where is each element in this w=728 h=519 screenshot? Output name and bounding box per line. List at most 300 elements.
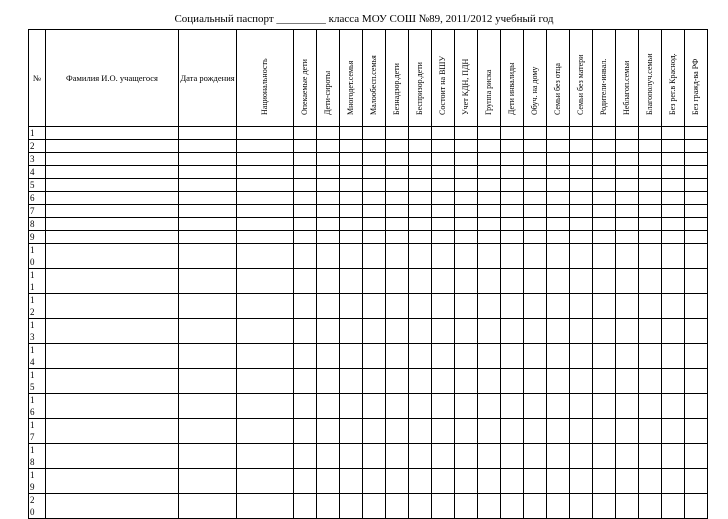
table-cell[interactable] [294, 192, 317, 205]
table-cell[interactable] [570, 294, 593, 319]
table-cell[interactable] [294, 294, 317, 319]
table-cell[interactable] [547, 394, 570, 419]
table-cell[interactable] [616, 153, 639, 166]
table-cell[interactable] [685, 127, 708, 140]
table-cell[interactable] [639, 344, 662, 369]
table-cell[interactable] [294, 179, 317, 192]
table-cell[interactable] [386, 294, 409, 319]
table-cell[interactable] [547, 192, 570, 205]
table-cell[interactable] [639, 369, 662, 394]
table-cell[interactable] [363, 218, 386, 231]
table-cell[interactable] [237, 205, 294, 218]
table-cell[interactable] [363, 205, 386, 218]
table-cell[interactable] [593, 294, 616, 319]
table-cell[interactable] [237, 369, 294, 394]
table-cell[interactable] [409, 419, 432, 444]
table-cell[interactable] [570, 218, 593, 231]
table-cell[interactable] [363, 419, 386, 444]
table-cell[interactable] [685, 205, 708, 218]
table-cell[interactable] [237, 218, 294, 231]
table-cell[interactable] [662, 294, 685, 319]
table-cell[interactable] [455, 394, 478, 419]
table-cell[interactable] [340, 244, 363, 269]
table-cell[interactable] [616, 394, 639, 419]
table-cell[interactable] [294, 140, 317, 153]
table-cell[interactable] [685, 153, 708, 166]
table-cell[interactable] [294, 344, 317, 369]
table-cell[interactable] [340, 192, 363, 205]
table-cell[interactable] [662, 127, 685, 140]
table-cell[interactable] [317, 140, 340, 153]
table-cell[interactable] [616, 344, 639, 369]
table-cell[interactable] [317, 444, 340, 469]
table-cell[interactable] [685, 294, 708, 319]
table-cell[interactable] [662, 192, 685, 205]
table-cell[interactable] [639, 294, 662, 319]
table-cell[interactable] [593, 140, 616, 153]
table-cell[interactable] [363, 153, 386, 166]
table-cell[interactable] [524, 127, 547, 140]
student-name-cell[interactable] [46, 269, 179, 294]
table-cell[interactable] [478, 469, 501, 494]
table-cell[interactable] [501, 444, 524, 469]
table-cell[interactable] [386, 444, 409, 469]
table-cell[interactable] [616, 369, 639, 394]
table-cell[interactable] [432, 444, 455, 469]
table-cell[interactable] [237, 153, 294, 166]
table-cell[interactable] [340, 127, 363, 140]
table-cell[interactable] [478, 231, 501, 244]
table-cell[interactable] [547, 179, 570, 192]
table-cell[interactable] [639, 140, 662, 153]
table-cell[interactable] [432, 192, 455, 205]
table-cell[interactable] [340, 218, 363, 231]
table-cell[interactable] [547, 244, 570, 269]
table-cell[interactable] [409, 166, 432, 179]
table-cell[interactable] [478, 166, 501, 179]
table-cell[interactable] [455, 344, 478, 369]
table-cell[interactable] [294, 244, 317, 269]
table-cell[interactable] [409, 244, 432, 269]
table-cell[interactable] [237, 469, 294, 494]
table-cell[interactable] [524, 319, 547, 344]
table-cell[interactable] [616, 140, 639, 153]
table-cell[interactable] [432, 394, 455, 419]
birth-date-cell[interactable] [179, 269, 237, 294]
table-cell[interactable] [317, 294, 340, 319]
table-cell[interactable] [616, 444, 639, 469]
table-cell[interactable] [662, 231, 685, 244]
table-cell[interactable] [524, 294, 547, 319]
table-cell[interactable] [237, 179, 294, 192]
table-cell[interactable] [524, 369, 547, 394]
table-cell[interactable] [317, 419, 340, 444]
table-cell[interactable] [432, 205, 455, 218]
table-cell[interactable] [386, 419, 409, 444]
table-cell[interactable] [409, 344, 432, 369]
table-cell[interactable] [662, 205, 685, 218]
table-cell[interactable] [363, 344, 386, 369]
table-cell[interactable] [662, 218, 685, 231]
table-cell[interactable] [340, 319, 363, 344]
table-cell[interactable] [386, 244, 409, 269]
table-cell[interactable] [524, 469, 547, 494]
student-name-cell[interactable] [46, 205, 179, 218]
table-cell[interactable] [340, 153, 363, 166]
table-cell[interactable] [501, 192, 524, 205]
table-cell[interactable] [409, 319, 432, 344]
table-cell[interactable] [685, 369, 708, 394]
table-cell[interactable] [570, 205, 593, 218]
table-cell[interactable] [363, 269, 386, 294]
table-cell[interactable] [547, 127, 570, 140]
table-cell[interactable] [432, 369, 455, 394]
table-cell[interactable] [685, 244, 708, 269]
table-cell[interactable] [685, 419, 708, 444]
table-cell[interactable] [593, 179, 616, 192]
table-cell[interactable] [593, 444, 616, 469]
table-cell[interactable] [432, 344, 455, 369]
table-cell[interactable] [363, 166, 386, 179]
table-cell[interactable] [455, 192, 478, 205]
table-cell[interactable] [524, 179, 547, 192]
table-cell[interactable] [547, 205, 570, 218]
table-cell[interactable] [616, 192, 639, 205]
table-cell[interactable] [593, 269, 616, 294]
table-cell[interactable] [524, 344, 547, 369]
table-cell[interactable] [478, 294, 501, 319]
table-cell[interactable] [409, 369, 432, 394]
table-cell[interactable] [386, 205, 409, 218]
table-cell[interactable] [455, 140, 478, 153]
table-cell[interactable] [662, 153, 685, 166]
table-cell[interactable] [524, 394, 547, 419]
table-cell[interactable] [294, 319, 317, 344]
table-cell[interactable] [386, 319, 409, 344]
table-cell[interactable] [547, 231, 570, 244]
table-cell[interactable] [501, 140, 524, 153]
table-cell[interactable] [409, 192, 432, 205]
table-cell[interactable] [570, 419, 593, 444]
table-cell[interactable] [386, 231, 409, 244]
table-cell[interactable] [294, 369, 317, 394]
table-cell[interactable] [432, 269, 455, 294]
table-cell[interactable] [616, 419, 639, 444]
table-cell[interactable] [593, 344, 616, 369]
table-cell[interactable] [616, 166, 639, 179]
birth-date-cell[interactable] [179, 153, 237, 166]
table-cell[interactable] [662, 319, 685, 344]
table-cell[interactable] [432, 127, 455, 140]
student-name-cell[interactable] [46, 394, 179, 419]
table-cell[interactable] [685, 179, 708, 192]
table-cell[interactable] [478, 192, 501, 205]
table-cell[interactable] [593, 166, 616, 179]
table-cell[interactable] [547, 369, 570, 394]
table-cell[interactable] [478, 153, 501, 166]
table-cell[interactable] [294, 166, 317, 179]
table-cell[interactable] [317, 469, 340, 494]
birth-date-cell[interactable] [179, 179, 237, 192]
table-cell[interactable] [524, 419, 547, 444]
table-cell[interactable] [685, 218, 708, 231]
table-cell[interactable] [478, 218, 501, 231]
table-cell[interactable] [317, 192, 340, 205]
table-cell[interactable] [340, 469, 363, 494]
table-cell[interactable] [524, 269, 547, 294]
student-name-cell[interactable] [46, 444, 179, 469]
table-cell[interactable] [616, 127, 639, 140]
table-cell[interactable] [593, 218, 616, 231]
table-cell[interactable] [524, 140, 547, 153]
student-name-cell[interactable] [46, 218, 179, 231]
table-cell[interactable] [685, 469, 708, 494]
table-cell[interactable] [547, 469, 570, 494]
table-cell[interactable] [294, 444, 317, 469]
table-cell[interactable] [317, 319, 340, 344]
table-cell[interactable] [501, 294, 524, 319]
table-cell[interactable] [524, 192, 547, 205]
table-cell[interactable] [570, 394, 593, 419]
table-cell[interactable] [455, 127, 478, 140]
table-cell[interactable] [639, 166, 662, 179]
table-cell[interactable] [237, 269, 294, 294]
table-cell[interactable] [547, 319, 570, 344]
table-cell[interactable] [386, 166, 409, 179]
birth-date-cell[interactable] [179, 294, 237, 319]
table-cell[interactable] [409, 294, 432, 319]
table-cell[interactable] [570, 319, 593, 344]
table-cell[interactable] [340, 269, 363, 294]
table-cell[interactable] [409, 218, 432, 231]
birth-date-cell[interactable] [179, 469, 237, 494]
table-cell[interactable] [363, 140, 386, 153]
table-cell[interactable] [317, 344, 340, 369]
table-cell[interactable] [363, 244, 386, 269]
table-cell[interactable] [455, 469, 478, 494]
table-cell[interactable] [340, 394, 363, 419]
table-cell[interactable] [455, 166, 478, 179]
table-cell[interactable] [662, 140, 685, 153]
birth-date-cell[interactable] [179, 419, 237, 444]
table-cell[interactable] [409, 153, 432, 166]
table-cell[interactable] [593, 469, 616, 494]
table-cell[interactable] [685, 269, 708, 294]
table-cell[interactable] [340, 294, 363, 319]
table-cell[interactable] [593, 369, 616, 394]
table-cell[interactable] [616, 269, 639, 294]
table-cell[interactable] [593, 127, 616, 140]
table-cell[interactable] [455, 444, 478, 469]
table-cell[interactable] [294, 127, 317, 140]
table-cell[interactable] [317, 394, 340, 419]
student-name-cell[interactable] [46, 127, 179, 140]
table-cell[interactable] [363, 319, 386, 344]
table-cell[interactable] [294, 231, 317, 244]
table-cell[interactable] [386, 469, 409, 494]
table-cell[interactable] [478, 419, 501, 444]
table-cell[interactable] [294, 269, 317, 294]
table-cell[interactable] [547, 269, 570, 294]
table-cell[interactable] [501, 166, 524, 179]
table-cell[interactable] [455, 319, 478, 344]
table-cell[interactable] [547, 294, 570, 319]
table-cell[interactable] [616, 218, 639, 231]
table-cell[interactable] [639, 394, 662, 419]
table-cell[interactable] [570, 369, 593, 394]
birth-date-cell[interactable] [179, 344, 237, 369]
table-cell[interactable] [662, 469, 685, 494]
table-cell[interactable] [662, 179, 685, 192]
table-cell[interactable] [340, 419, 363, 444]
table-cell[interactable] [524, 218, 547, 231]
table-cell[interactable] [317, 269, 340, 294]
table-cell[interactable] [593, 205, 616, 218]
table-cell[interactable] [432, 294, 455, 319]
table-cell[interactable] [294, 419, 317, 444]
student-name-cell[interactable] [46, 419, 179, 444]
table-cell[interactable] [237, 419, 294, 444]
table-cell[interactable] [455, 269, 478, 294]
table-cell[interactable] [639, 444, 662, 469]
table-cell[interactable] [432, 140, 455, 153]
table-cell[interactable] [432, 153, 455, 166]
table-cell[interactable] [547, 218, 570, 231]
table-cell[interactable] [639, 319, 662, 344]
table-cell[interactable] [662, 419, 685, 444]
table-cell[interactable] [570, 127, 593, 140]
table-cell[interactable] [237, 192, 294, 205]
table-cell[interactable] [685, 394, 708, 419]
table-cell[interactable] [639, 231, 662, 244]
table-cell[interactable] [547, 444, 570, 469]
table-cell[interactable] [616, 469, 639, 494]
table-cell[interactable] [501, 205, 524, 218]
table-cell[interactable] [662, 166, 685, 179]
table-cell[interactable] [570, 244, 593, 269]
table-cell[interactable] [237, 127, 294, 140]
table-cell[interactable] [432, 319, 455, 344]
birth-date-cell[interactable] [179, 231, 237, 244]
table-cell[interactable] [363, 231, 386, 244]
table-cell[interactable] [616, 319, 639, 344]
table-cell[interactable] [570, 140, 593, 153]
table-cell[interactable] [386, 344, 409, 369]
table-cell[interactable] [409, 140, 432, 153]
table-cell[interactable] [478, 179, 501, 192]
table-cell[interactable] [363, 444, 386, 469]
table-cell[interactable] [501, 244, 524, 269]
table-cell[interactable] [237, 444, 294, 469]
table-cell[interactable] [317, 369, 340, 394]
table-cell[interactable] [237, 231, 294, 244]
table-cell[interactable] [478, 444, 501, 469]
table-cell[interactable] [662, 244, 685, 269]
table-cell[interactable] [317, 218, 340, 231]
table-cell[interactable] [317, 244, 340, 269]
table-cell[interactable] [662, 444, 685, 469]
table-cell[interactable] [363, 179, 386, 192]
table-cell[interactable] [432, 166, 455, 179]
birth-date-cell[interactable] [179, 166, 237, 179]
table-cell[interactable] [478, 394, 501, 419]
birth-date-cell[interactable] [179, 127, 237, 140]
table-cell[interactable] [639, 469, 662, 494]
birth-date-cell[interactable] [179, 394, 237, 419]
student-name-cell[interactable] [46, 231, 179, 244]
table-cell[interactable] [455, 179, 478, 192]
table-cell[interactable] [432, 419, 455, 444]
table-cell[interactable] [340, 140, 363, 153]
table-cell[interactable] [340, 344, 363, 369]
table-cell[interactable] [616, 294, 639, 319]
table-cell[interactable] [685, 344, 708, 369]
table-cell[interactable] [639, 244, 662, 269]
table-cell[interactable] [386, 369, 409, 394]
table-cell[interactable] [237, 166, 294, 179]
birth-date-cell[interactable] [179, 192, 237, 205]
table-cell[interactable] [524, 231, 547, 244]
table-cell[interactable] [409, 205, 432, 218]
table-cell[interactable] [386, 179, 409, 192]
table-cell[interactable] [501, 127, 524, 140]
table-cell[interactable] [317, 231, 340, 244]
table-cell[interactable] [639, 192, 662, 205]
table-cell[interactable] [363, 127, 386, 140]
table-cell[interactable] [409, 469, 432, 494]
table-cell[interactable] [455, 244, 478, 269]
table-cell[interactable] [340, 205, 363, 218]
table-cell[interactable] [501, 179, 524, 192]
table-cell[interactable] [294, 205, 317, 218]
table-cell[interactable] [547, 419, 570, 444]
table-cell[interactable] [570, 231, 593, 244]
table-cell[interactable] [409, 127, 432, 140]
table-cell[interactable] [432, 244, 455, 269]
table-cell[interactable] [455, 419, 478, 444]
table-cell[interactable] [237, 140, 294, 153]
table-cell[interactable] [409, 231, 432, 244]
student-name-cell[interactable] [46, 192, 179, 205]
table-cell[interactable] [662, 269, 685, 294]
table-cell[interactable] [317, 127, 340, 140]
table-cell[interactable] [478, 369, 501, 394]
table-cell[interactable] [593, 394, 616, 419]
table-cell[interactable] [363, 294, 386, 319]
table-cell[interactable] [455, 369, 478, 394]
table-cell[interactable] [386, 218, 409, 231]
table-cell[interactable] [363, 394, 386, 419]
table-cell[interactable] [409, 444, 432, 469]
table-cell[interactable] [340, 179, 363, 192]
student-name-cell[interactable] [46, 344, 179, 369]
table-cell[interactable] [547, 140, 570, 153]
table-cell[interactable] [478, 319, 501, 344]
table-cell[interactable] [317, 153, 340, 166]
student-name-cell[interactable] [46, 294, 179, 319]
birth-date-cell[interactable] [179, 205, 237, 218]
table-cell[interactable] [340, 369, 363, 394]
table-cell[interactable] [409, 269, 432, 294]
table-cell[interactable] [478, 269, 501, 294]
table-cell[interactable] [685, 166, 708, 179]
table-cell[interactable] [662, 394, 685, 419]
table-cell[interactable] [524, 166, 547, 179]
table-cell[interactable] [685, 192, 708, 205]
table-cell[interactable] [432, 231, 455, 244]
student-name-cell[interactable] [46, 140, 179, 153]
table-cell[interactable] [570, 469, 593, 494]
